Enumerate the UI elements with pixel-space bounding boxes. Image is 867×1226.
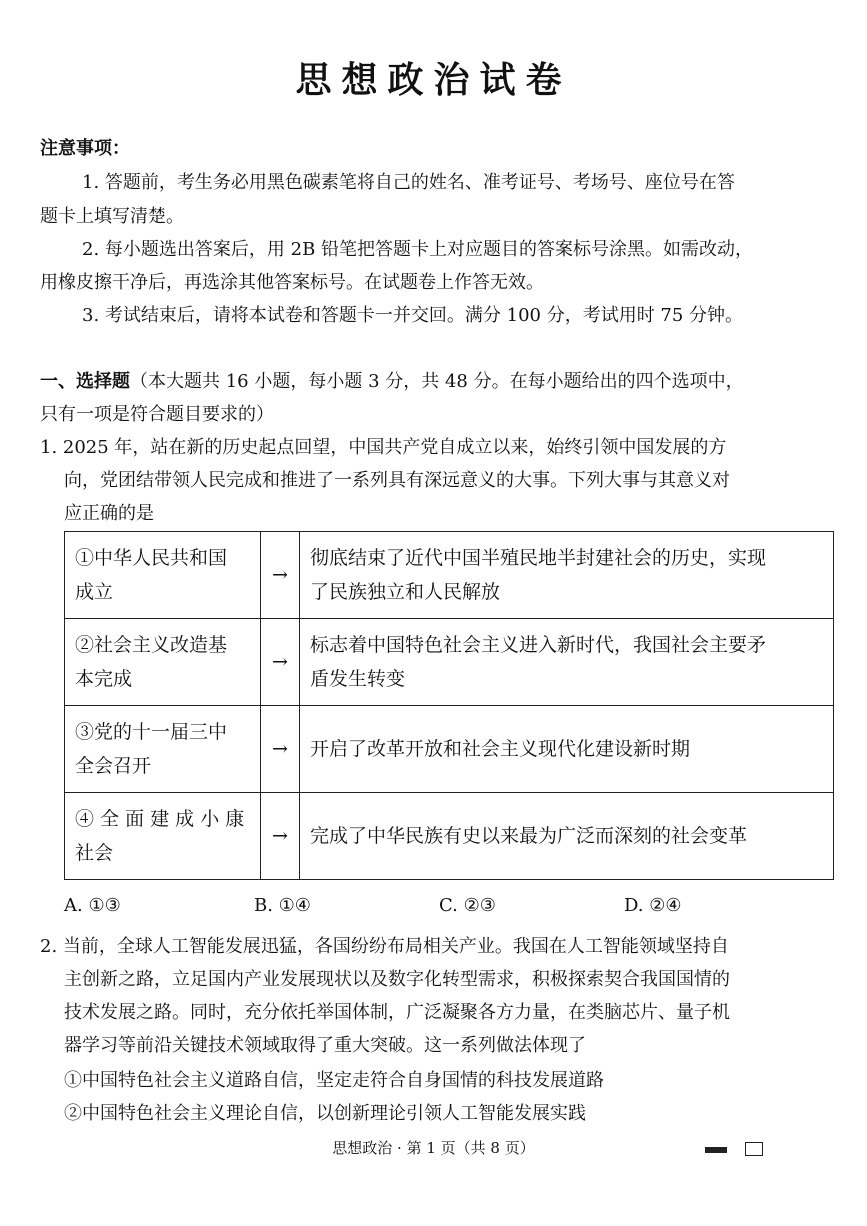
table-row: [65, 532, 834, 619]
question-1-stem: 应正确的是: [64, 503, 154, 524]
option-c: C. ②③: [439, 895, 496, 916]
table-row: [65, 619, 834, 706]
question-1-options: [64, 895, 834, 923]
question-2-stem: 器学习等前沿关键技术领域取得了重大突破。这一系列做法体现了: [64, 1035, 586, 1056]
table-row: [65, 706, 834, 793]
arrow-cell: →: [261, 532, 300, 619]
option-d: D. ②④: [624, 895, 682, 916]
event-cell: ①中华人民共和国 成立: [65, 532, 261, 619]
event-cell: ③党的十一届三中 全会召开: [65, 706, 261, 793]
section-description: （本大题共 16 小题，每小题 3 分，共 48 分。在每小题给出的四个选项中，: [130, 371, 744, 392]
question-2-choice: ②中国特色社会主义理论自信，以创新理论引领人工智能发展实践: [64, 1103, 586, 1124]
table-row: [65, 793, 834, 880]
scan-box: [745, 1142, 763, 1156]
meaning-cell: 彻底结束了近代中国半殖民地半封建社会的历史，实现 了民族独立和人民解放: [300, 532, 834, 619]
notes-line: 3. 考试结束后，请将本试卷和答题卡一并交回。满分 100 分，考试用时 75 分钟。: [82, 305, 744, 326]
question-1-stem: 向，党团结带领人民完成和推进了一系列具有深远意义的大事。下列大事与其意义对: [64, 470, 730, 491]
notes-heading: 注意事项：: [40, 138, 130, 159]
event-cell: ②社会主义改造基 本完成: [65, 619, 261, 706]
question-2-stem: 主创新之路，立足国内产业发展现状以及数字化转型需求，积极探索契合我国国情的: [64, 969, 730, 990]
scan-mark: [705, 1147, 727, 1153]
event-cell: ④ 全 面 建 成 小 康 社会: [65, 793, 261, 880]
question-1-stem: 1. 2025 年，站在新的历史起点回望，中国共产党自成立以来，始终引领中国发展的方: [40, 437, 727, 458]
arrow-cell: →: [261, 706, 300, 793]
option-a: A. ①③: [64, 895, 121, 916]
meaning-cell: 开启了改革开放和社会主义现代化建设新时期: [300, 706, 834, 793]
meaning-cell: 标志着中国特色社会主义进入新时代，我国社会主要矛 盾发生转变: [300, 619, 834, 706]
option-b: B. ①④: [254, 895, 311, 916]
question-2-stem: 2. 当前，全球人工智能发展迅猛，各国纷纷布局相关产业。我国在人工智能领域坚持自: [40, 936, 729, 957]
section-description: 只有一项是符合题目要求的）: [40, 404, 274, 425]
question-2-choice: ①中国特色社会主义道路自信，坚定走符合自身国情的科技发展道路: [64, 1070, 604, 1091]
section-heading: 一、选择题: [40, 371, 130, 392]
notes-line: 用橡皮擦干净后，再选涂其他答案标号。在试题卷上作答无效。: [40, 272, 544, 293]
page-title: 思想政治试卷: [295, 60, 572, 101]
notes-line: 1. 答题前，考生务必用黑色碳素笔将自己的姓名、准考证号、考场号、座位号在答: [82, 172, 735, 193]
arrow-cell: →: [261, 619, 300, 706]
notes-line: 题卡上填写清楚。: [40, 206, 184, 227]
notes-line: 2. 每小题选出答案后，用 2B 铅笔把答题卡上对应题目的答案标号涂黑。如需改动，: [82, 239, 754, 260]
question-2-stem: 技术发展之路。同时，充分依托举国体制，广泛凝聚各方力量，在类脑芯片、量子机: [64, 1002, 730, 1023]
arrow-cell: →: [261, 793, 300, 880]
section-heading-line: [40, 367, 744, 393]
events-table: [64, 531, 834, 880]
meaning-cell: 完成了中华民族有史以来最为广泛而深刻的社会变革: [300, 793, 834, 880]
page-footer: 思想政治 · 第 1 页（共 8 页）: [332, 1139, 535, 1157]
